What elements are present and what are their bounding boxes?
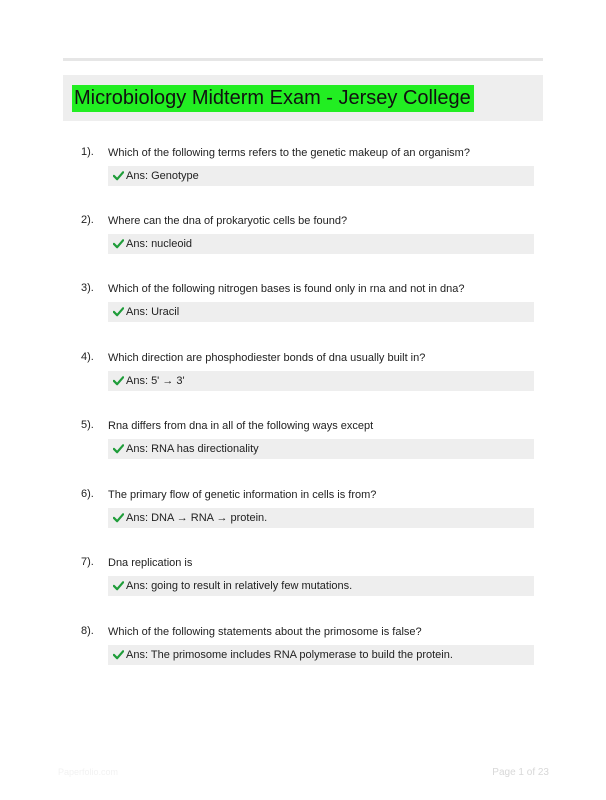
answer-box bbox=[108, 234, 534, 254]
title-banner bbox=[63, 75, 543, 121]
check-icon bbox=[113, 238, 124, 249]
question-number: 4). bbox=[81, 351, 94, 363]
question-item bbox=[0, 350, 606, 410]
check-icon bbox=[113, 375, 124, 386]
answer-text: Ans: nucleoid bbox=[126, 238, 193, 250]
check-icon bbox=[113, 649, 124, 660]
question-text: Which of the following nitrogen bases is found only in rna and not in dna? bbox=[108, 283, 465, 295]
answer-box bbox=[108, 576, 534, 596]
check-icon bbox=[113, 170, 124, 181]
question-number: 7). bbox=[81, 556, 94, 568]
question-number: 6). bbox=[81, 488, 94, 500]
question-item bbox=[0, 624, 606, 684]
answer-box bbox=[108, 645, 534, 665]
question-text: Dna replication is bbox=[108, 557, 193, 569]
question-item bbox=[0, 487, 606, 547]
question-number: 8). bbox=[81, 625, 94, 637]
question-text: Which of the following statements about the primosome is false? bbox=[108, 626, 422, 638]
answer-text: Ans: The primosome includes RNA polymerase to build the protein. bbox=[126, 649, 453, 661]
check-icon bbox=[113, 306, 124, 317]
check-icon bbox=[113, 512, 124, 523]
question-number: 1). bbox=[81, 146, 94, 158]
answer-text: Ans: RNA has directionality bbox=[126, 443, 259, 455]
question-text: Which direction are phosphodiester bonds of dna usually built in? bbox=[108, 352, 426, 364]
answer-text: Ans: DNA → RNA → protein. bbox=[126, 512, 268, 524]
question-number: 5). bbox=[81, 419, 94, 431]
question-text: The primary flow of genetic information in cells is from? bbox=[108, 489, 377, 501]
answer-box bbox=[108, 371, 534, 391]
answer-text: Ans: Genotype bbox=[126, 170, 199, 182]
top-divider bbox=[63, 58, 543, 61]
question-item bbox=[0, 213, 606, 273]
footer-watermark: Paperfolio.com bbox=[58, 767, 119, 777]
question-text: Where can the dna of prokaryotic cells be found? bbox=[108, 215, 348, 227]
question-number: 2). bbox=[81, 214, 94, 226]
answer-text: Ans: 5' → 3' bbox=[126, 375, 185, 387]
question-number: 3). bbox=[81, 282, 94, 294]
check-icon bbox=[113, 580, 124, 591]
answer-box bbox=[108, 508, 534, 528]
question-item bbox=[0, 145, 606, 205]
question-item bbox=[0, 555, 606, 615]
answer-box bbox=[108, 302, 534, 322]
question-text: Rna differs from dna in all of the following ways except bbox=[108, 420, 374, 432]
check-icon bbox=[113, 443, 124, 454]
page-number: Page 1 of 23 bbox=[492, 767, 549, 778]
answer-text: Ans: Uracil bbox=[126, 306, 180, 318]
answer-text: Ans: going to result in relatively few mutations. bbox=[126, 580, 353, 592]
question-item bbox=[0, 281, 606, 341]
question-item bbox=[0, 418, 606, 478]
question-text: Which of the following terms refers to the genetic makeup of an organism? bbox=[108, 147, 470, 159]
answer-box bbox=[108, 166, 534, 186]
page-title: Microbiology Midterm Exam - Jersey College bbox=[72, 85, 474, 112]
answer-box bbox=[108, 439, 534, 459]
